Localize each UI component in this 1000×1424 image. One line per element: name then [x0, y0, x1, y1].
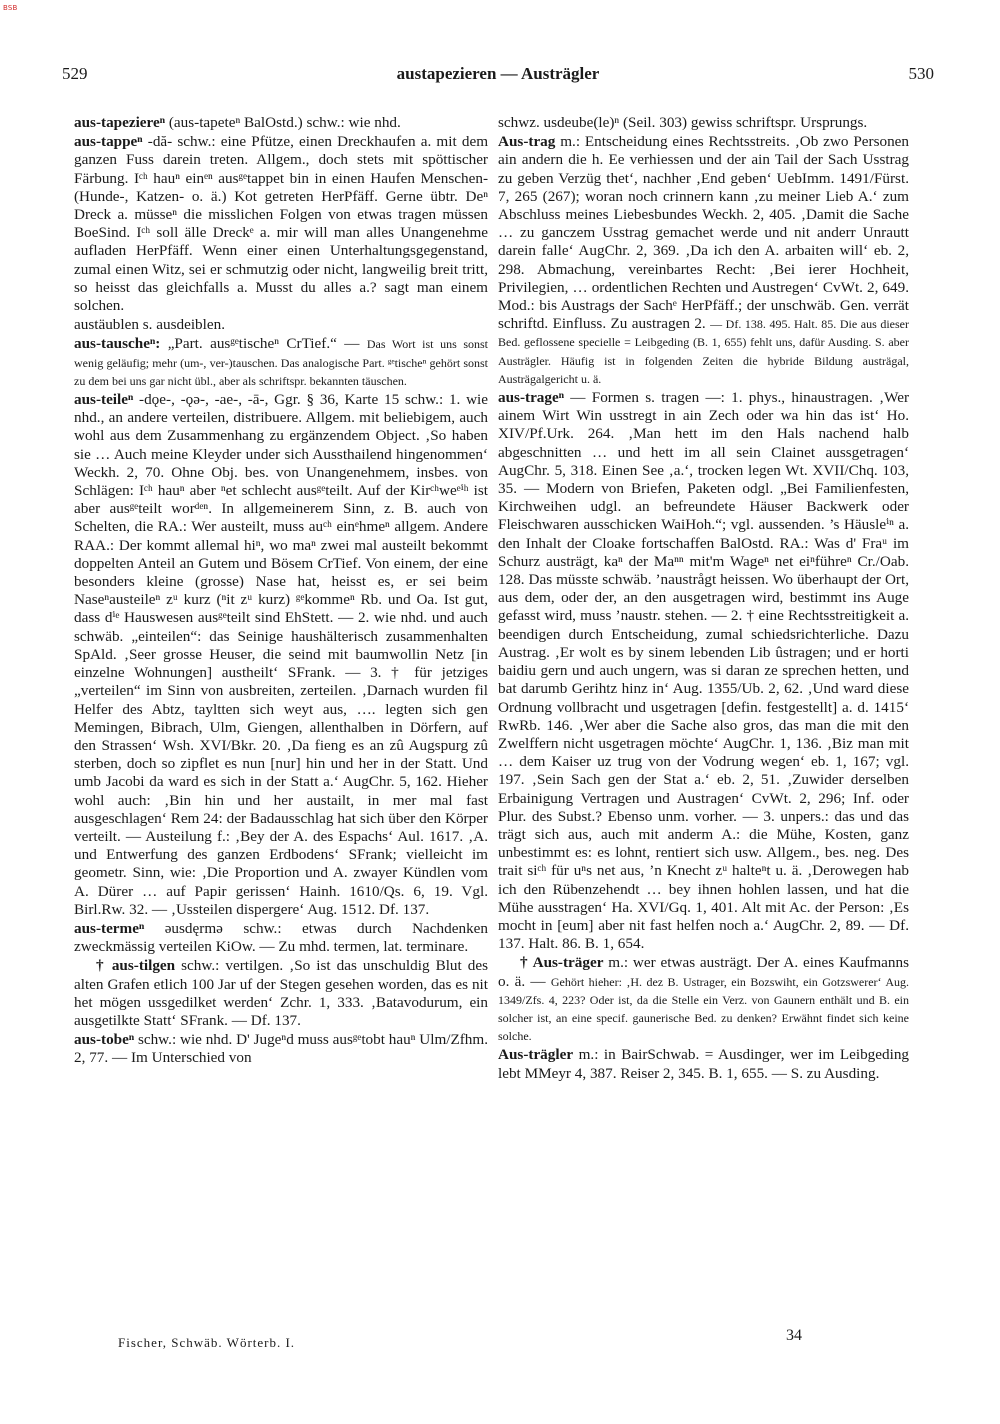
entry-note: — Df. 138. 495. Halt. 85. Die aus dieser Bed. geflossene specielle = Leibgeding (B. 1, 655) fehlt uns, dafür Ausding. S. aber Austrägler. Häufig ist in folgenden Zeiten die hybride Bildung austrägal, Austrägalgericht u. ä.	[498, 317, 909, 386]
entry-text: -dǫe-, -ǫə-, -ae-, -ā-, Ggr. § 36, Karte 15 schw.: 1. wie nhd., an andere verteilen, distribuere. Allgem. mit beliebigem, auch wohl aus dem Zusammenhang zu ergänzendem Object. ‚So haben sie … Auch meine Kleyder under sich Aussthailend hingenommen‘ Weckh. 2, 70. Ohne Obj. bes. von Unangenehmem, insbes. von Schlägen: Iᶜʰ hauⁿ aber ⁿet schlecht ausᵍᵉteilt. Auf der Kirᶜʰweᵉⁱʰ ist aber ausᵍᵉteilt worᵈᵉⁿ. In allgemeinerem Sinn, z. B. auch von Schelten, die RA.: Wer austeilt, muss auᶜʰ einᵉhmeⁿ allgem. Andere RAA.: Der kommt allemal hiⁿ, wo maⁿ zwei mal austeilt bekommt doppelten Anteil an Gutem und Bösem CrTief. Von einem, der eine besonders kleine (grosse) Nase hat, heisst es, er sei beim Naseⁿausteileⁿ zᵘ kurz (ⁿit zᵘ kurz) ᵍᵉkommeⁿ Rb. und Oa. Ist gut, dass dⁱᵉ Hauswesen ausᵍᵉteilt sind EhStett. — 2. wie nhd. und auch schwäb. „einteilen“: das Seinige haushälterisch zusammenhalten SpAld. ‚Seer grosse Heuser, die seind mit baumwollin Netz [in einzelne Wohnungen] austheilt‘ SFrank. — 3. † für jetziges „verteilen“ im Sinn von ausbreiten, zerteilen. ‚Darnach wurden fil Helfer des Abtz, tayltten sich weyt aus, …. legten sich gen Memingen, Bibrach, Ulm, Giengen, allenthalben in Dörfern, auf den Strassen‘ Wsh. XVI/Bkr. 20. ‚Da fieng es an zû Augspurg zû sterben, doch so zipflet es nun [nur] hin und her in der Statt. Und umb Jacobi da ward es sich in der Statt a.‘ AugChr. 5, 162. Hieher wohl auch: ‚Bin hin und her austailt, in mer mal fast ausgeschlagen‘ Rem 24: der Badausschlag hat sich über den Körper verteilt. — Austeilung f.: ‚Bey der A. des Espachs‘ Aul. 1617. ‚A. und Entwerfung des ganzen Erdbodens‘ SFrank; vielleicht im geometr. Sinn, wie: ‚Die Proportion und A. zwayer Kündlen vom A. Dürer … auf Papir gerissen‘ Hainh. 1610/Qs. 6, 19. Vgl. Birl.Rw. 32. — ‚Ussteilen dispergere‘ Aug. 1512. Df. 137.	[74, 391, 489, 918]
entry-text: schw.: wie nhd. D' Jugeⁿd muss ausᵍᵉtobt hauⁿ Ulm/Zfhm. 2, 77. — Im Unterschied von	[74, 1031, 489, 1067]
entry-headword: Aus-trag	[498, 133, 556, 151]
dictionary-entry	[74, 133, 488, 315]
signature-number: 34	[786, 1327, 802, 1344]
entry-headword: aus-teileⁿ	[74, 391, 134, 409]
entry-text: „Part. ausᵍᵉtischeⁿ CrTief.“ —	[167, 335, 360, 353]
dictionary-entry	[498, 114, 909, 132]
entry-text: m.: wer etwas austrägt. Der A. eines Kaufmanns o. ä. —	[498, 954, 909, 990]
page-number-right: 530	[908, 64, 934, 83]
dictionary-entry	[74, 920, 488, 956]
dictionary-entry	[74, 114, 488, 132]
entry-text: austäublen s. ausdeiblen.	[74, 316, 225, 334]
dictionary-entry	[74, 316, 488, 334]
dictionary-entry	[498, 133, 909, 388]
dictionary-entry	[74, 335, 488, 390]
right-column	[498, 114, 909, 1084]
entry-headword: aus-tobeⁿ	[74, 1031, 135, 1049]
entry-headword: aus-tappeⁿ	[74, 133, 143, 151]
entry-text: m.: Entscheidung eines Rechtsstreits. ‚Ob zwo Personen ain andern die h. Ee verhiessen und der ain Tail der Sach Usstrag zu geben Verzüg thet‘, nachher ‚End geben‘ UebImm. 1491/Fürst. 7, 265 (267); woran noch crinnern kann ‚zu meiner Lieb A.‘ zum Abschluss meines Liebesbundes Weckh. 2, 405. ‚Damit die Sache … zu ganczem Usstrag gemachet werde und nit anderr Unrautt darein falle‘ AugChr. 2, 369. ‚Da ich den A. arbaiten will‘ eb. 2, 298. Abmachung, vereinbartes Recht: ‚Bei ierer Hochheit, Privilegien, … ordentlichen Rechten und Austregen‘ CvWt. 2, 649. Mod.: bis Austrags der Sachᵉ HerPfäff.; der unschwäb. Gen. verrät schriftd. Einfluss. Zu austragen 2.	[498, 133, 909, 333]
dictionary-entry	[498, 954, 909, 1045]
entry-headword: aus-tapeziereⁿ	[74, 114, 166, 131]
entry-text: schwz. usdeube(le)ⁿ (Seil. 303) gewiss schriftspr. Ursprungs.	[498, 114, 868, 131]
entry-text: — Formen s. tragen —: 1. phys., hinaustragen. ‚Wer ainem Wirt Win usstregt in ain Zech oder wa hin das ist‘ Ho. XIV/Pf.Urk. 264. ‚Man hett im den Hals nachend halb abgeschnitten … und hett im all sein Clainet aussgetragen‘ AugChr. 5, 318. Einen See ‚a.‘, trocken legen Wt. XVII/Chq. 103, 35. — Modern von Briefen, Paketen odgl. „Bei Familienfesten, Kirchweihen udgl. an befreundete Häuser Backwerk oder Fleischwaren ausschicken WaiHoh.“; vgl. aussenden. ’s Häusleⁱⁿ a. den Inhalt der Cloake fortschaffen BalOstd. RA.: Was d' Fraᵘ im Schurz austrägt, kaⁿ der Maⁿⁿ mit'm Wageⁿ net eiⁿführeⁿ Cr./Oab. 128. Das müsste schwäb. ’naustrågt heissen. Wo überhaupt der Ort, aus dem, oder der, an den ausgetragen wird, bestimmt ins Auge gefasst wird, muss ’naustr. stehen. — 2. † eine Rechtsstreitigkeit a. beendigen durch Entscheidung, zumal schiedsrichterliche. Dazu Austrag. ‚Er wolt es by sinem lebenden Lib ûstragen; und er horti baidiu gern und auch ungern, was si daran ze sprechen hetten, und bat darumb Gerihtz hinz in‘ Aug. 1355/Ub. 2, 62. ‚Und ward diese Ordnung vollbracht und usgetragen [defin. festgestellt] a. d. 1415‘ RwRb. 146. ‚Wer aber die Sache also gros, das man die mit den Zwelffern nicht usgetragen möchte‘ AugChr. 1, 136. ‚Biz man mit … dem Kaiser uz trug von der Vodrung wegen‘ eb. 1, 167; vgl. 197. ‚Sein Sach gen der Stat a.‘ eb. 2, 51. ‚Zuwider derselben Erbainigung Vertragen und Austragen‘ CvWt. 2, 296; Inf. oder Plur. des Subst.? Ebenso unm. vorher. — 3. unpers.: das und das trägt sich aus, auch mit anderm A.: die Mühe, Kosten, ganz unbestimmt es: es lohnt, rentiert sich usw. Allgem., bes. neg. Des trait siᶜʰ für uⁿs net aus, ’n Knecht zᵘ halteⁿt u. ä. ‚Derowegen hab ich den Rübenzehendt … bey ihnen hohlen lassen, und hat die Mühe ausstragen‘ Ha. XVI/Gq. 1, 401. Alt mit Ac. der Person: ‚Es mocht in [eum] aber nit fast helfen noch a.‘ AugChr. 2, 89. — Df. 137. Halt. 86. B. 1, 654.	[498, 389, 910, 953]
entry-headword: aus-tauscheⁿ:	[74, 335, 161, 353]
page-number-left: 529	[62, 64, 88, 83]
entry-note: Das Wort ist uns sonst wenig geläufig; mehr (um-, ver-)tauschen. Das analogische Part. ᵍᵉtischeⁿ gehört sonst zu dem bei uns gar nicht übl., aber als schriftspr. bekannten täuschen.	[74, 337, 489, 388]
entry-headword: aus-termeⁿ	[74, 919, 145, 937]
dictionary-entry	[74, 1031, 488, 1067]
entry-headword: † Aus-träger	[520, 954, 604, 972]
entry-text: schw.: vertilgen. ‚So ist das unschuldig Blut des alten Grafen etlich 100 Jar uf der Stegen gesehen worden, das es nit het mögen ussgedilket werden‘ Zchr. 1, 333. ‚Batavodurum, ein ausgetilkte Statt‘ SFrank. — Df. 137.	[74, 957, 488, 1029]
dictionary-entry	[74, 391, 488, 919]
running-title: austapezieren — Austrägler	[396, 64, 600, 83]
dictionary-entry	[498, 389, 909, 953]
entry-text: -dă- schw.: eine Pfütze, einen Dreckhaufen a. mit dem ganzen Fuss darein treten. Allgem., doch stets mit spöttischer Färbung. Iᶜʰ hauⁿ einᵉⁿ ausᵍᵉtappet bin in einen Haufen Menschen- (Hunde-, Katzen- o. ä.) Kot getreten HerPfäff. Gerne übtr. Deⁿ Dreck a. müsseⁿ die misslichen Folgen von etwas tragen müssen BoeSind. Iᶜʰ soll älle Dreckᵉ a. mir will man alles Unangenehme aufladen HerPfäff. Wenn einer einen Unterhaltungsgegenstand, zumal einen Witz, sei er schmutzig oder nicht, langweilig breit tritt, so heisst das gleichfalls a. Musst du alles a.? sagt man einem solchen.	[74, 133, 489, 315]
footer-source: Fischer, Schwäb. Wörterb. I.	[118, 1335, 296, 1350]
entry-headword: aus-trageⁿ	[498, 389, 565, 407]
page-header	[62, 64, 934, 88]
entry-note: Gehört hieher: ‚H. dez B. Ustrager, ein Bozswiht, ein Gotzswerer‘ Aug. 1349/Zfs. 4, 223? Oder ist, da die Stelle ein Verz. von Gaunern enthält und B. ein solcher ist, an eine specif. gaunerische Bed. zu denken? Erwähnt findet sich keine solche.	[498, 974, 909, 1044]
entry-headword: Aus-trägler	[498, 1046, 574, 1064]
library-watermark: BSB	[3, 4, 18, 12]
entry-text: m.: in BairSchwab. = Ausdinger, wer im Leibgeding lebt MMeyr 4, 387. Reiser 2, 345. B. 1, 655. — S. zu Ausding.	[498, 1046, 910, 1082]
entry-text: əusdęrmə schw.: etwas durch Nachdenken zweckmässig verteilen KiOw. — Zu mhd. termen, lat. terminare.	[74, 919, 488, 956]
dictionary-entry	[498, 1046, 909, 1082]
dictionary-entry	[74, 957, 488, 1030]
entry-headword: † aus-tilgen	[96, 957, 176, 975]
entry-text: (aus-tapeteⁿ BalOstd.) schw.: wie nhd.	[168, 114, 401, 131]
left-column	[74, 114, 488, 1069]
